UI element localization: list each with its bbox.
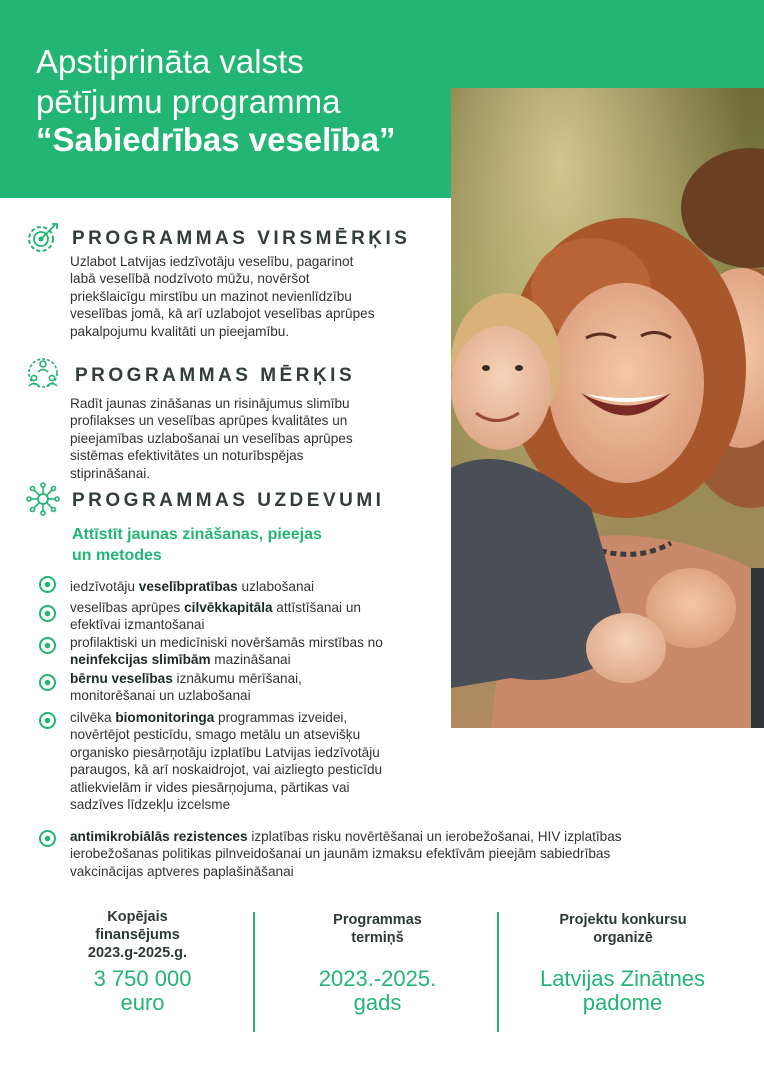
term-value-line: 2023.-2025. [318, 966, 437, 991]
goal-title: PROGRAMMAS MĒRĶIS [75, 365, 356, 386]
task-item-keyword: neinfekcijas slimībām [70, 652, 211, 668]
organizer-label-line: Projektu konkursu [559, 912, 687, 928]
family-photo [451, 88, 764, 728]
page-title-line2: pētījumu programma [36, 83, 341, 120]
bullet-circle-icon [38, 673, 57, 692]
overall-goal-line: Uzlabot Latvijas iedzīvotāju veselību, pagarinot [70, 254, 354, 269]
funding-label-line: Kopējais [107, 909, 168, 925]
task-item-text: iedzīvotāju [70, 579, 139, 594]
page-title-line1: Apstiprināta valsts [36, 43, 304, 80]
task-item-text: iznākumu mērīšanai, monitorēšanai un uzlabošanai [70, 671, 302, 704]
bullet-circle-icon [38, 829, 57, 848]
goal-text [70, 395, 430, 482]
task-item [70, 634, 410, 669]
tasks-title: PROGRAMMAS UZDEVUMI [72, 490, 385, 511]
task-item [70, 709, 400, 813]
funding-label-line: finansējums [95, 927, 180, 943]
goal-line: profilakses un veselības aprūpes kvalitātes un [70, 413, 348, 429]
molecule-icon [26, 482, 60, 516]
task-item-keyword: cilvēkkapitāla [184, 600, 273, 615]
task-item-text: programmas izveidei, novērtējot pesticīdu, smago metālu un atsevišķu organisko piesārņotāju izplatību Latvijas iedzīvotāju paraugos, kā arī noskaidrojot, vai aizliegto pesticīdu atliekvielām ir vides piesārņojuma, pārtikas vai sadzīves līdzekļu izcelsme [70, 710, 383, 813]
tasks-subtitle [72, 524, 392, 566]
footer-divider [497, 912, 499, 1032]
tasks-subtitle-line: Attīstīt jaunas zināšanas, pieejas [72, 526, 322, 543]
task-item-keyword: bērnu veselības [70, 671, 173, 686]
people-network-icon [26, 356, 60, 390]
bullet-circle-icon [38, 711, 57, 730]
overall-goal-line: veselības jomā, kā arī uzlabojot veselības aprūpes [70, 306, 375, 322]
goal-line: stiprināšanai. [70, 465, 151, 481]
overall-goal-title: PROGRAMMAS VIRSMĒRĶIS [72, 228, 411, 249]
bullet-circle-icon [38, 604, 57, 623]
funding-label [55, 908, 220, 962]
task-item-keyword: antimikrobiālās rezistences [70, 829, 248, 844]
task-item-text: izplatības risku novērtēšanai un ierobežošanai, HIV izplatības ierobežošanas politikas pilnveidošanai un jaunām izmaksu efektīvām pieejām sabiedrības vakcinācijas aptveres paplašināšanai [70, 829, 622, 879]
task-item-text: mazināšanai [210, 652, 291, 668]
goal-line: sistēmas efektivitātes un noturībspējas [70, 448, 304, 464]
overall-goal-line: priekšlaicīgu mirstību un mazinot nevienlīdzību [70, 288, 352, 304]
task-item-text: veselības aprūpes [70, 600, 185, 615]
term-label-line: Programmas [333, 912, 422, 928]
term-value-line: gads [353, 990, 402, 1015]
funding-value [45, 967, 240, 1015]
goal-line: pieejamības uzlabošanai un veselības aprūpes [70, 430, 353, 446]
target-gear-icon [26, 221, 60, 255]
overall-goal-text [70, 253, 430, 340]
task-item-text: cilvēka [70, 710, 116, 725]
funding-value-line: 3 750 000 [93, 966, 192, 991]
funding-value-line: euro [120, 990, 165, 1015]
organizer-value-line: padome [582, 990, 663, 1015]
goal-line: Radīt jaunas zināšanas un risinājumus slimību [70, 396, 350, 411]
task-item-text: uzlabošanai [237, 579, 315, 594]
term-label-line: termiņš [351, 930, 404, 946]
bullet-circle-icon [38, 636, 57, 655]
organizer-label [528, 911, 718, 947]
footer-divider [253, 912, 255, 1032]
organizer-value [515, 967, 730, 1015]
organizer-label-line: organizē [593, 930, 653, 946]
task-item [70, 828, 680, 880]
bullet-circle-icon [38, 575, 57, 594]
term-label [290, 911, 465, 947]
task-item [70, 670, 360, 705]
task-item-text: profilaktiski un medicīniski novēršamās mirstības no [70, 635, 383, 650]
task-item [70, 599, 415, 634]
task-item [70, 578, 400, 595]
overall-goal-line: pakalpojumu kvalitāti un pieejamību. [70, 323, 290, 339]
overall-goal-line: labā veselībā nodzīvoto mūžu, novēršot [70, 271, 310, 287]
term-value [280, 967, 475, 1015]
task-item-keyword: veselībpratības [138, 579, 238, 594]
funding-label-line: 2023.g-2025.g. [87, 945, 188, 961]
organizer-value-line: Latvijas Zinātnes [539, 966, 706, 991]
task-item-text: attīstīšanai un efektīvai izmantošanai [70, 600, 361, 633]
page-title-line3: “Sabiedrības veselība” [36, 121, 396, 158]
tasks-subtitle-line: un metodes [72, 547, 162, 564]
task-item-keyword: biomonitoringa [115, 710, 215, 725]
